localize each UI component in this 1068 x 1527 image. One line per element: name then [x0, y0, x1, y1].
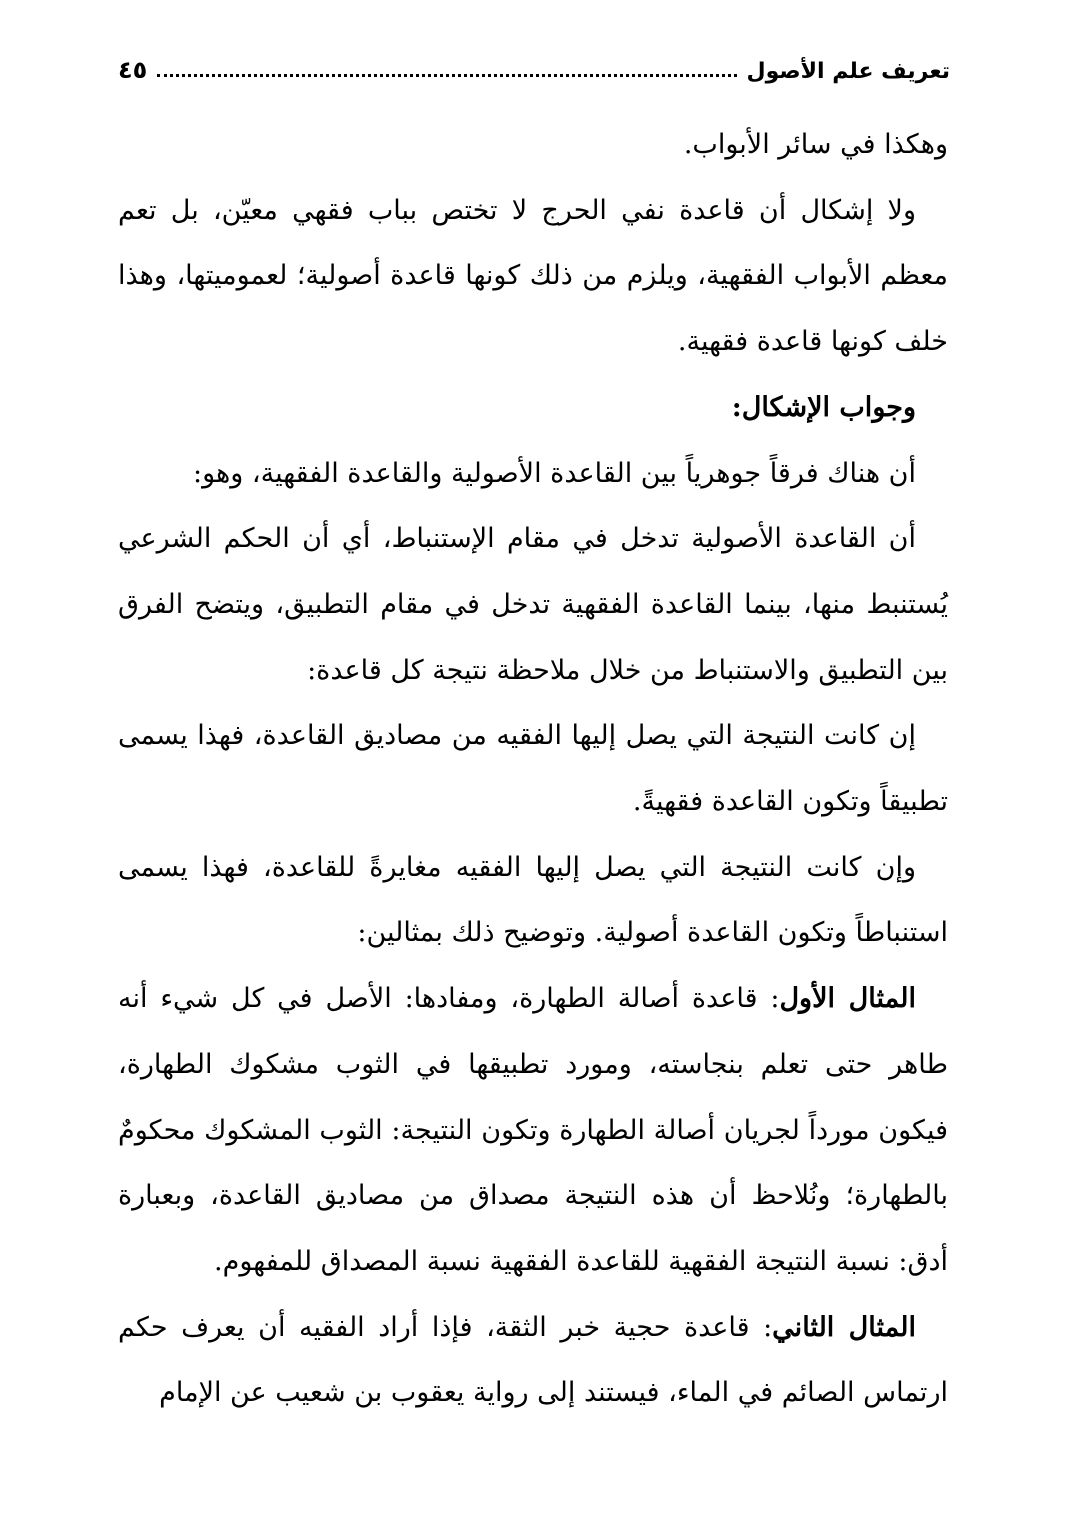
paragraph-3: أن هناك فرقاً جوهرياً بين القاعدة الأصولية والقاعدة الفقهية، وهو: [192, 457, 916, 489]
example-1-text: : قاعدة أصالة الطهارة، ومفادها: الأصل في كل شيء أنه طاهر حتى تعلم بنجاسته، ومورد تطبيقها في الثوب مشكوك الطهارة، فيكون مورداً لجريان أصالة الطهارة وتكون النتيجة: الثوب المشكوك محكومٌ بالطهارة؛ ونُلاحظ أن هذه النتيجة مصداق من مصاديق القاعدة، وبعبارة أدق: نسبة النتيجة الفقهية للقاعدة الفقهية نسبة المصداق للمفهوم. [118, 983, 948, 1277]
page-header [118, 38, 950, 84]
paragraph-5: إن كانت النتيجة التي يصل إليها الفقيه من مصاديق القاعدة، فهذا يسمى تطبيقاً وتكون القاعدة فقهيةً. [118, 720, 948, 818]
page-number: ٤٥ [118, 56, 148, 84]
example-1 [118, 966, 948, 1295]
running-title: تعريف علم الأصول [746, 59, 950, 84]
body-text [118, 112, 948, 1426]
paragraph-6: وإن كانت النتيجة التي يصل إليها الفقيه مغايرةً للقاعدة، فهذا يسمى استنباطاً وتكون القاعدة أصولية. وتوضيح ذلك بمثالين: [118, 851, 948, 949]
example-2-text: : قاعدة حجية خبر الثقة، فإذا أراد الفقيه أن يعرف حكم ارتماس الصائم في الماء، فيستند إلى رواية يعقوب بن شعيب عن الإمام [118, 1311, 948, 1409]
dotted-leader [157, 74, 736, 77]
paragraph-2: ولا إشكال أن قاعدة نفي الحرج لا تختص بباب فقهي معيّن، بل تعم معظم الأبواب الفقهية، ويلزم من ذلك كونها قاعدة أصولية؛ لعموميتها، وهذا خلف كونها قاعدة فقهية. [118, 194, 948, 358]
section-heading: وجواب الإشكال: [731, 391, 916, 423]
example-1-label: المثال الأول [779, 983, 916, 1015]
example-2 [118, 1295, 948, 1426]
paragraph-1: وهكذا في سائر الأبواب. [683, 129, 948, 160]
example-2-label: المثال الثاني [772, 1311, 916, 1343]
paragraph-4: أن القاعدة الأصولية تدخل في مقام الإستنباط، أي أن الحكم الشرعي يُستنبط منها، بينما القاعدة الفقهية تدخل في مقام التطبيق، ويتضح الفرق بين التطبيق والاستنباط من خلال ملاحظة نتيجة كل قاعدة: [118, 523, 948, 686]
